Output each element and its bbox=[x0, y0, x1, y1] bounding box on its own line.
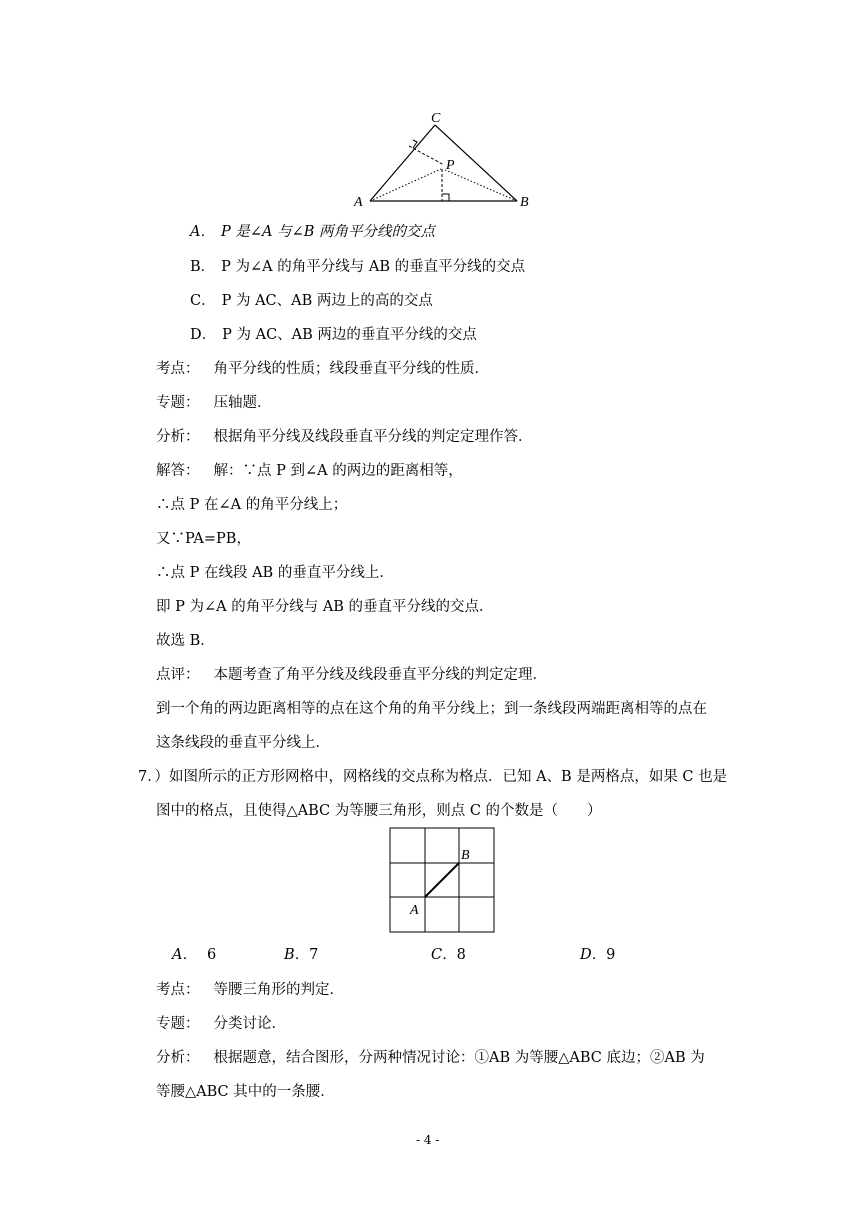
grid-label-b: B bbox=[461, 848, 470, 863]
q6-step-3: ∴点 P 在线段 AB 的垂直平分线上． bbox=[156, 565, 394, 581]
q7-stem-line-1: 7．）如图所示的正方形网格中，网格线的交点称为格点．已知 A、B 是两格点，如果 C 也是 bbox=[138, 769, 728, 785]
q7-option-c: C．8 bbox=[431, 947, 466, 963]
q6-step-4: 即 P 为∠A 的角平分线与 AB 的垂直平分线的交点． bbox=[156, 599, 494, 615]
q7-option-a: A． 6 bbox=[172, 947, 217, 963]
q7-option-b: B．7 bbox=[284, 947, 319, 963]
option-b: B． P 为∠A 的角平分线与 AB 的垂直平分线的交点 bbox=[190, 259, 526, 275]
option-d: D． P 为 AC、AB 两边的垂直平分线的交点 bbox=[190, 327, 477, 343]
grid-figure bbox=[388, 826, 498, 936]
q7-kaodian: 考点： 等腰三角形的判定． bbox=[156, 982, 344, 998]
option-a: A． P 是∠A 与∠B 两角平分线的交点 bbox=[190, 224, 435, 240]
q6-step-5: 故选 B． bbox=[156, 633, 215, 649]
q7-stem-line-2: 图中的格点，且使得△ABC 为等腰三角形，则点 C 的个数是（ ） bbox=[156, 803, 602, 819]
q6-step-2: 又∵PA=PB， bbox=[156, 531, 251, 547]
q6-jieda: 解答： 解：∵点 P 到∠A 的两边的距离相等， bbox=[156, 463, 463, 479]
q7-zhuanti: 专题： 分类讨论． bbox=[156, 1016, 286, 1032]
q6-dianping: 点评： 本题考查了角平分线及线段垂直平分线的判定定理． bbox=[156, 667, 547, 683]
q6-fenxi: 分析： 根据角平分线及线段垂直平分线的判定定理作答． bbox=[156, 429, 533, 445]
grid-label-a: A bbox=[410, 903, 419, 918]
triangle-figure bbox=[350, 108, 540, 210]
vertex-label-b: B bbox=[520, 195, 529, 210]
q7-fenxi-line-2: 等腰△ABC 其中的一条腰． bbox=[156, 1084, 335, 1100]
point-label-p: P bbox=[446, 158, 455, 173]
q6-dianping-line-2: 这条线段的垂直平分线上． bbox=[156, 735, 330, 751]
q6-dianping-line-1: 到一个角的两边距离相等的点在这个角的角平分线上；到一条线段两端距离相等的点在 bbox=[156, 701, 707, 717]
vertex-label-c: C bbox=[431, 111, 441, 126]
vertex-label-a: A bbox=[354, 195, 363, 210]
page-number: - 4 - bbox=[416, 1133, 440, 1147]
q6-step-1: ∴点 P 在∠A 的角平分线上； bbox=[156, 497, 348, 513]
option-c: C． P 为 AC、AB 两边上的高的交点 bbox=[190, 293, 433, 309]
q7-fenxi: 分析： 根据题意，结合图形，分两种情况讨论：①AB 为等腰△ABC 底边；②AB 为 bbox=[156, 1050, 705, 1066]
q7-option-d: D．9 bbox=[580, 947, 616, 963]
q6-kaodian: 考点： 角平分线的性质；线段垂直平分线的性质． bbox=[156, 361, 489, 377]
q6-zhuanti: 专题： 压轴题． bbox=[156, 395, 272, 411]
